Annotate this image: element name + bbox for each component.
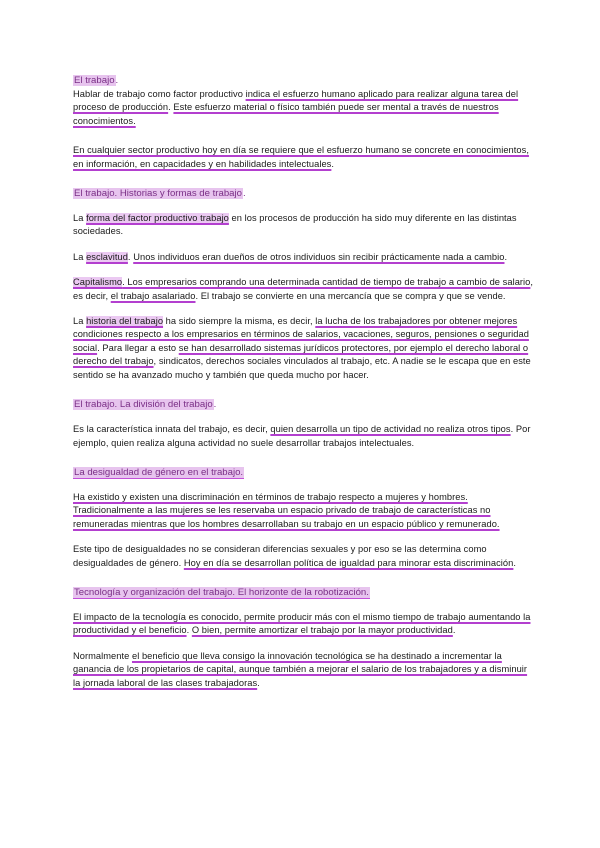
heading-text [73, 187, 246, 200]
heading-text [73, 586, 370, 599]
heading-highlight: El trabajo. La división del trabajo [74, 399, 213, 411]
text-run: . [168, 102, 174, 113]
heading-text [73, 466, 244, 479]
text-run: . [452, 625, 456, 636]
paragraph [73, 650, 535, 690]
heading-suffix: . [242, 188, 246, 200]
underlined-text: Ha existido y existen una discriminación en términos de trabajo respecto a mujeres y hombres. Tradicionalmente a las mujeres se les reservaba un espacio privado de trabajo de características no remuneradas mientras que los hombres desarrollaban su trabajo en un espacio público y remunerado. [73, 491, 500, 529]
highlighted-term: historia del trabajo [86, 316, 164, 327]
text-run: . Para llegar a esto [97, 342, 179, 353]
paragraph [73, 144, 535, 171]
text-run: . [331, 158, 335, 169]
underlined-text: el trabajo asalariado [110, 290, 196, 301]
section-heading-desigualdad [73, 462, 535, 480]
underlined-text: Hoy en día se desarrollan política de igualdad para minorar esta discriminación [183, 557, 514, 568]
heading-highlight: El trabajo. Historias y formas de trabajo [74, 188, 242, 200]
underlined-text: O bien, permite amortizar el trabajo por la mayor productividad [191, 625, 453, 636]
heading-text [73, 74, 118, 87]
underlined-text: Unos individuos eran dueños de otros individuos sin recibir prácticamente nada a cambio [133, 251, 505, 262]
section-heading-tecnologia [73, 582, 535, 600]
heading-suffix: . [213, 399, 217, 411]
underlined-text: la lucha de los trabajadores por obtener mejores condiciones respecto a los empresarios en términos de salarios, vacaciones, seguros, pensiones o seguridad social [73, 316, 529, 353]
document-body [73, 70, 535, 702]
highlighted-term: esclavitud [86, 251, 128, 262]
paragraph [73, 423, 535, 450]
paragraph [73, 251, 535, 264]
text-run: . [257, 677, 260, 688]
paragraph [73, 315, 535, 382]
text-run: La [73, 251, 87, 262]
text-run: La [73, 213, 87, 224]
highlighted-term: Capitalismo [73, 277, 123, 288]
text-run: La [73, 316, 87, 327]
underlined-text: quien desarrolla un tipo de actividad no realiza otros tipos [270, 424, 511, 435]
text-run: Es la característica innata del trabajo, es decir, [73, 424, 271, 435]
paragraph [73, 212, 535, 239]
heading-suffix: . [115, 75, 119, 86]
underlined-text: En cualquier sector productivo hoy en día se requiere que el esfuerzo humano se concrete en conocimientos, en información, en capacidades y en habilidades intelectuales [73, 145, 529, 169]
section-heading-historias [73, 183, 535, 201]
underlined-text: el beneficio que lleva consigo la innovación tecnológica se ha destinado a incrementar la ganancia de los propietarios de capital, aunque también a mejorar el salario de los trabajadores y a disminuir la jornada laboral de las clases trabajadoras [73, 650, 528, 688]
paragraph [73, 88, 535, 128]
text-run: . Por ejemplo, quien realiza alguna actividad no suele desarrollar trabajos intelectuales. [73, 424, 531, 448]
paragraph [73, 543, 535, 570]
underlined-text: Este esfuerzo material o físico también puede ser mental a través de nuestros conocimientos. [73, 102, 499, 126]
heading-text [73, 398, 216, 411]
heading-highlight: La desigualdad de género en el trabajo. [74, 466, 244, 478]
paragraph [73, 611, 535, 638]
underlined-text: . Los empresarios comprando una determinada cantidad de tiempo de trabajo a cambio de salario [122, 277, 531, 288]
text-run: en los procesos de producción ha sido muy diferente en las distintas sociedades. [73, 213, 517, 237]
underlined-text: indica el esfuerzo humano aplicado para realizar alguna tarea del proceso de producción [73, 89, 519, 113]
paragraph [73, 276, 535, 303]
text-run: . [186, 625, 192, 636]
highlighted-term: forma del factor productivo trabajo [86, 213, 229, 224]
text-run: Hablar de trabajo como factor productivo [73, 89, 246, 99]
text-run: Normalmente [73, 650, 132, 661]
section-heading-division [73, 394, 535, 412]
text-run: , es decir, [73, 277, 534, 301]
text-run: . [504, 251, 508, 262]
text-run: ha sido siempre la misma, es decir, [163, 316, 316, 327]
underlined-text: El impacto de la tecnología es conocido, permite producir más con el mismo tiempo de trabajo aumentando la productividad y el beneficio [73, 611, 531, 636]
heading-highlight: El trabajo [74, 75, 115, 86]
text-run: , sindicatos, derechos sociales vinculados al trabajo, etc. A nadie se le escapa que en este sentido se ha avanzado mucho y también que queda mucho por hacer. [73, 356, 531, 380]
underlined-text: se han desarrollado sistemas jurídicos protectores, por ejemplo el derecho laboral o derecho del trabajo [73, 342, 529, 367]
text-run: . [513, 557, 517, 568]
text-run: Este tipo de desigualdades no se consideran diferencias sexuales y por eso se las determina como desigualdades de género. [73, 544, 487, 568]
heading-highlight: Tecnología y organización del trabajo. El horizonte de la robotización. [74, 586, 369, 598]
text-run: . [127, 251, 134, 262]
section-heading-el-trabajo [73, 70, 535, 88]
text-run: . El trabajo se convierte en una mercancía que se compra y que se vende. [195, 290, 506, 301]
paragraph [73, 491, 535, 531]
